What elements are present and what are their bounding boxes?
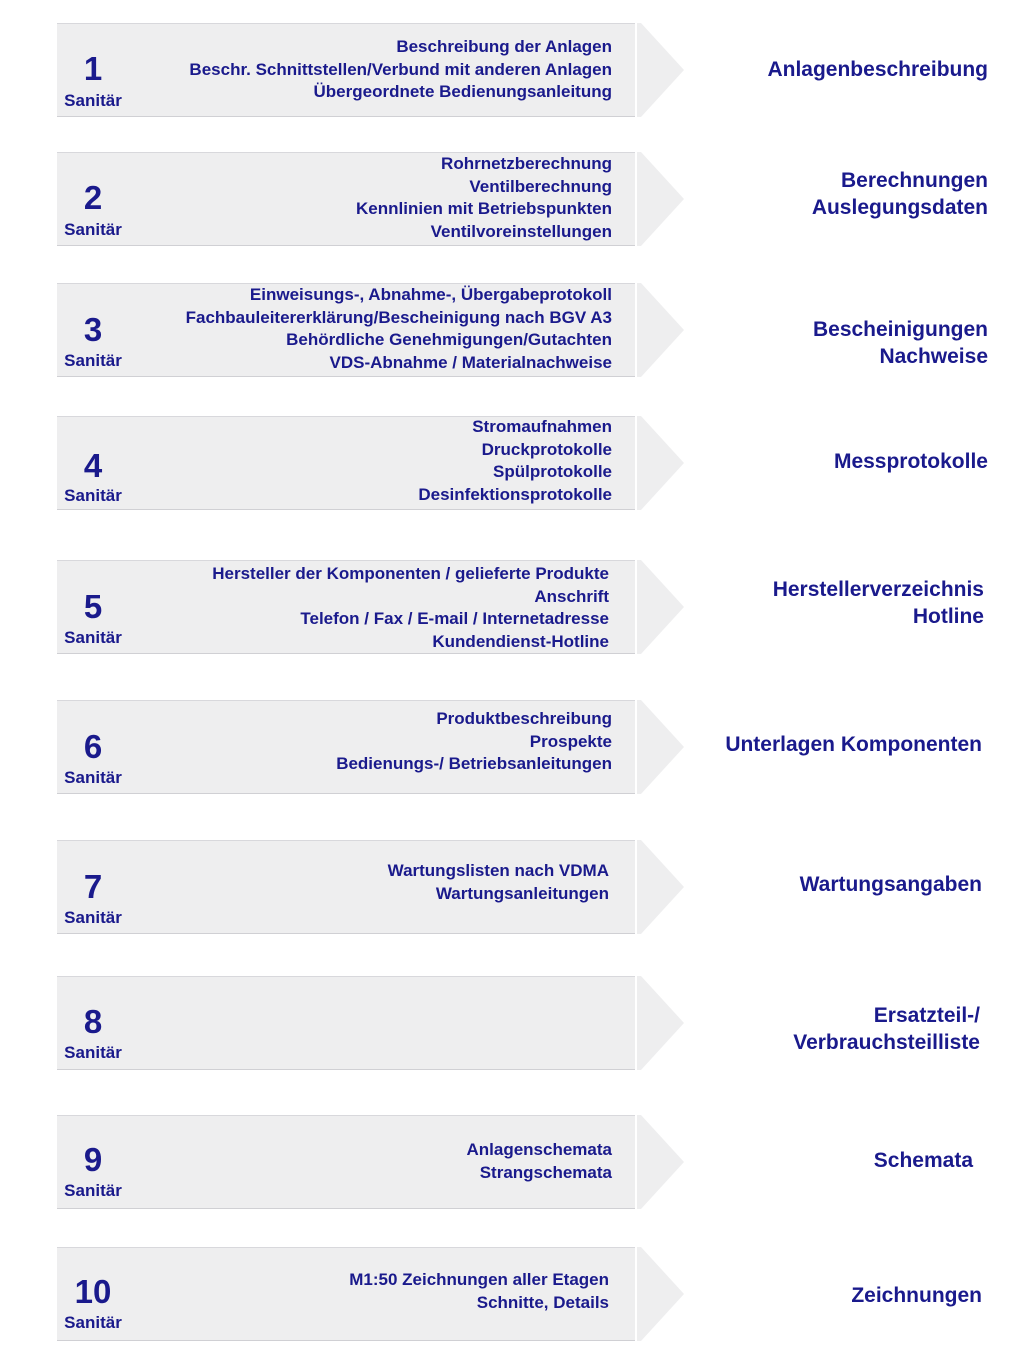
section-subtitle: Sanitär bbox=[64, 908, 122, 927]
section-subtitle: Sanitär bbox=[64, 1313, 122, 1332]
section-item: Stromaufnahmen bbox=[472, 417, 612, 436]
section-subtitle: Sanitär bbox=[64, 628, 122, 647]
section-label-line: Herstellerverzeichnis bbox=[772, 578, 984, 601]
section-subtitle: Sanitär bbox=[64, 768, 122, 787]
section-items bbox=[349, 1269, 609, 1314]
section-items bbox=[336, 708, 612, 776]
section-number: 9 bbox=[83, 1141, 103, 1178]
section-label bbox=[660, 1002, 980, 1056]
section-box bbox=[57, 976, 635, 1070]
section-label-line: Nachweise bbox=[879, 345, 988, 368]
section-label-line: Hotline bbox=[912, 605, 984, 628]
section-label bbox=[668, 448, 988, 475]
section-item: VDS-Abnahme / Materialnachweise bbox=[329, 352, 612, 372]
section-number: 4 bbox=[83, 447, 103, 484]
section-item: Wartungslisten nach VDMA bbox=[387, 861, 609, 880]
section-subtitle: Sanitär bbox=[64, 1043, 122, 1062]
section-item: Beschreibung der Anlagen bbox=[396, 37, 612, 56]
section-items bbox=[418, 416, 612, 506]
section-label-line: Schemata bbox=[873, 1149, 973, 1172]
section-label-line: Wartungsangaben bbox=[799, 873, 982, 896]
section-item: Behördliche Genehmigungen/Gutachten bbox=[286, 330, 612, 349]
section-label-line: Bescheinigungen bbox=[812, 318, 988, 341]
section-label-line: Zeichnungen bbox=[851, 1284, 982, 1307]
section-label-line: Auslegungsdaten bbox=[811, 196, 988, 219]
section-subtitle: Sanitär bbox=[64, 486, 122, 505]
section-label bbox=[662, 871, 982, 898]
section-label-line: Anlagenbeschreibung bbox=[767, 58, 988, 81]
section-items bbox=[467, 1139, 613, 1184]
section-items bbox=[186, 284, 612, 374]
section-item: Schnitte, Details bbox=[476, 1292, 609, 1312]
section-label bbox=[653, 1147, 973, 1174]
section-item: Kundendienst-Hotline bbox=[432, 631, 609, 651]
section-number: 5 bbox=[83, 588, 103, 625]
section-item: Fachbauleitererklärung/Bescheinigung nach BGV A3 bbox=[185, 307, 612, 327]
section-items bbox=[212, 563, 609, 653]
section-label-line: Unterlagen Komponenten bbox=[725, 733, 982, 756]
section-item: Einweisungs-, Abnahme-, Übergabeprotokoll bbox=[249, 285, 612, 304]
section-item: Druckprotokolle bbox=[481, 439, 612, 459]
section-subtitle: Sanitär bbox=[64, 91, 122, 110]
section-item: Anschrift bbox=[534, 586, 609, 606]
section-item: Kennlinien mit Betriebspunkten bbox=[356, 199, 612, 218]
section-items bbox=[356, 153, 612, 243]
section-number: 7 bbox=[83, 868, 103, 905]
section-item: Spülprotokolle bbox=[493, 462, 612, 481]
section-label bbox=[664, 576, 984, 630]
section-item: Ventilvoreinstellungen bbox=[430, 221, 612, 241]
section-item: Anlagenschemata bbox=[466, 1140, 612, 1159]
section-label bbox=[668, 167, 988, 221]
section-label-line: Messprotokolle bbox=[833, 450, 988, 473]
section-number: 2 bbox=[83, 179, 103, 216]
section-item: Ventilberechnung bbox=[469, 176, 612, 196]
section-item: Produktbeschreibung bbox=[436, 709, 612, 728]
section-item: Beschr. Schnittstellen/Verbund mit anderen Anlagen bbox=[189, 59, 612, 79]
section-items bbox=[388, 860, 609, 905]
section-label bbox=[668, 316, 988, 370]
section-subtitle: Sanitär bbox=[64, 351, 122, 370]
section-label-line: Verbrauchsteilliste bbox=[793, 1031, 980, 1054]
section-number: 3 bbox=[83, 311, 103, 348]
section-item: Desinfektionsprotokolle bbox=[418, 484, 612, 504]
section-item: Rohrnetzberechnung bbox=[441, 154, 612, 173]
section-number: 6 bbox=[83, 728, 103, 765]
section-item: Prospekte bbox=[529, 731, 612, 751]
section-subtitle: Sanitär bbox=[64, 220, 122, 239]
section-label bbox=[622, 731, 982, 758]
section-item: M1:50 Zeichnungen aller Etagen bbox=[349, 1270, 609, 1289]
section-label bbox=[662, 1282, 982, 1309]
section-item: Telefon / Fax / E-mail / Internetadresse bbox=[300, 609, 609, 628]
section-label bbox=[668, 56, 988, 83]
section-items bbox=[189, 36, 612, 104]
section-label-line: Berechnungen bbox=[840, 169, 988, 192]
section-item: Bedienungs-/ Betriebsanleitungen bbox=[336, 754, 612, 773]
section-number: 10 bbox=[74, 1273, 112, 1310]
section-number: 1 bbox=[83, 50, 103, 87]
section-number: 8 bbox=[83, 1003, 103, 1040]
section-item: Übergeordnete Bedienungsanleitung bbox=[313, 82, 612, 101]
section-item: Wartungsanleitungen bbox=[435, 883, 609, 903]
section-label-line: Ersatzteil-/ bbox=[873, 1004, 980, 1027]
section-item: Hersteller der Komponenten / gelieferte Produkte bbox=[212, 564, 609, 583]
section-item: Strangschemata bbox=[479, 1162, 612, 1182]
section-subtitle: Sanitär bbox=[64, 1181, 122, 1200]
